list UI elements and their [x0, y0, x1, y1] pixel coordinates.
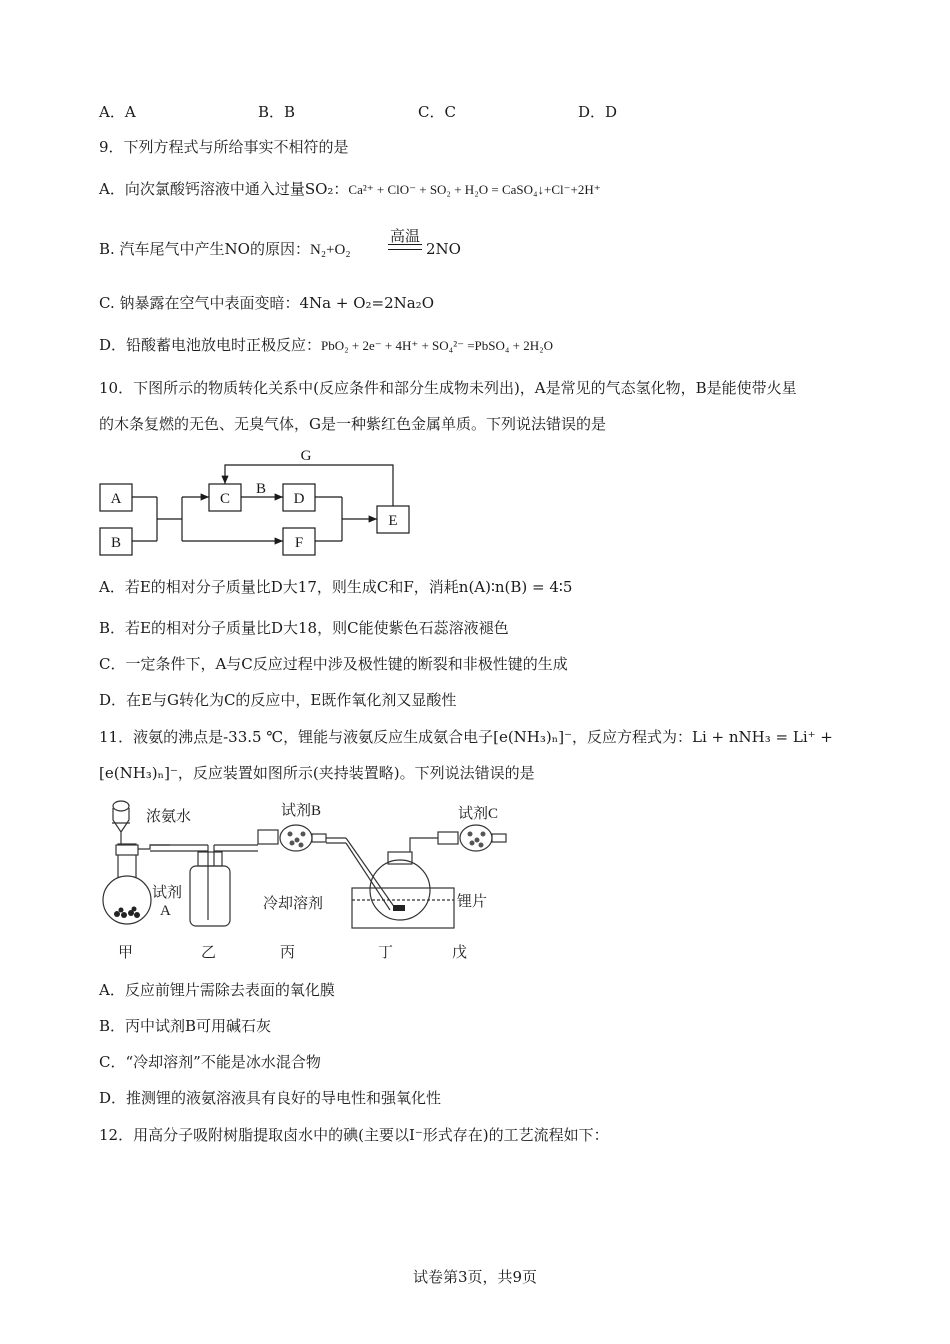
q10-stem-line2: 的木条复燃的无色、无臭气体，G是一种紫红色金属单质。下列说法错误的是: [99, 415, 606, 433]
q11-option-a: A．反应前锂片需除去表面的氧化膜: [99, 981, 335, 999]
q10-stem-line1: 10．下图所示的物质转化关系中(反应条件和部分生成物未列出)，A是常见的气态氢化物，B是能使带火星: [99, 379, 797, 397]
q9-option-d-equation: PbO₂ + 2e⁻ + 4H⁺ + SO₄²⁻ =PbSO₄ + 2H₂O: [321, 338, 554, 353]
apparatus-text: [118, 802, 498, 961]
label-reagent-c: 试剂C: [458, 806, 499, 822]
q9-option-a-equation: Ca²⁺ + ClO⁻ + SO₂ + H₂O = CaSO₄↓+Cl⁻+2H⁺: [348, 182, 601, 197]
label-reagent-b: 试剂B: [281, 803, 322, 819]
diagram-label-e: E: [388, 513, 398, 529]
q8-option-d: D．D: [578, 103, 618, 121]
q9-option-b-eq-left: N₂+O₂: [309, 242, 351, 258]
label-part-ding: 丁: [378, 945, 394, 961]
q10-option-c: C．一定条件下，A与C反应过程中涉及极性键的断裂和非极性键的生成: [99, 655, 568, 673]
q9-option-d-text: D．铅酸蓄电池放电时正极反应：: [99, 336, 322, 354]
q9-option-b-text: B. 汽车尾气中产生NO的原因：: [99, 240, 310, 258]
q9-option-b-eq-right: 2NO: [426, 240, 461, 258]
label-coolant: 冷却溶剂: [263, 896, 324, 912]
label-ammonia: 浓氨水: [146, 809, 192, 825]
reagent-a-solids: [114, 907, 140, 919]
q10-option-a: A．若E的相对分子质量比D大17，则生成C和F，消耗n(A)∶n(B) = 4∶5: [99, 578, 573, 596]
diagram-label-c: C: [219, 491, 231, 507]
q11-option-d: D．推测锂的液氨溶液具有良好的导电性和强氧化性: [99, 1089, 442, 1107]
q11-option-b: B．丙中试剂B可用碱石灰: [99, 1017, 272, 1035]
q11-stem-line1: 11．液氨的沸点是-33.5 ℃，锂能与液氨反应生成氨合电子[e(NH₃)ₙ]⁻，反应方程式为：Li + nNH₃ = Li⁺ +: [99, 728, 833, 746]
diagram-label-b: B: [110, 535, 122, 551]
label-part-jia: 甲: [118, 945, 134, 961]
q8-option-a: A．A: [99, 103, 136, 121]
diagram-arrow-label-b: B: [255, 481, 267, 497]
q9-option-b-condition: 高温: [389, 227, 420, 245]
page-footer: 试卷第3页，共9页: [412, 1268, 538, 1286]
label-reagent-a2: A: [160, 903, 171, 919]
lithium-piece: [393, 905, 405, 911]
q8-option-c: C．C: [418, 103, 456, 121]
diagram-label-f: F: [294, 535, 304, 551]
q9-option-a-text: A．向次氯酸钙溶液中通入过量SO₂：: [99, 180, 349, 198]
q9-stem: 9．下列方程式与所给事实不相符的是: [99, 138, 349, 156]
label-part-wu: 戊: [452, 945, 468, 961]
q10-option-b: B．若E的相对分子质量比D大18，则C能使紫色石蕊溶液褪色: [99, 619, 509, 637]
diagram-label-a: A: [110, 491, 122, 507]
q8-option-b: B．B: [258, 103, 296, 121]
q11-stem-line2: [e(NH₃)ₙ]⁻，反应装置如图所示(夹持装置略)。下列说法错误的是: [99, 764, 535, 782]
label-part-bing: 丙: [280, 945, 296, 961]
label-lithium: 锂片: [457, 894, 488, 910]
q12-stem: 12．用高分子吸附树脂提取卤水中的碘(主要以I⁻形式存在)的工艺流程如下：: [99, 1126, 609, 1144]
q10-option-d: D．在E与G转化为C的反应中，E既作氧化剂又显酸性: [99, 691, 457, 709]
label-part-yi: 乙: [201, 945, 217, 961]
label-reagent-a1: 试剂: [152, 885, 183, 901]
q9-option-c: C. 钠暴露在空气中表面变暗：4Na + O₂=2Na₂O: [99, 294, 434, 312]
diagram-arrow-label-g: G: [300, 448, 312, 464]
diagram-label-d: D: [293, 491, 305, 507]
q11-option-c: C．“冷却溶剂”不能是冰水混合物: [99, 1053, 321, 1071]
